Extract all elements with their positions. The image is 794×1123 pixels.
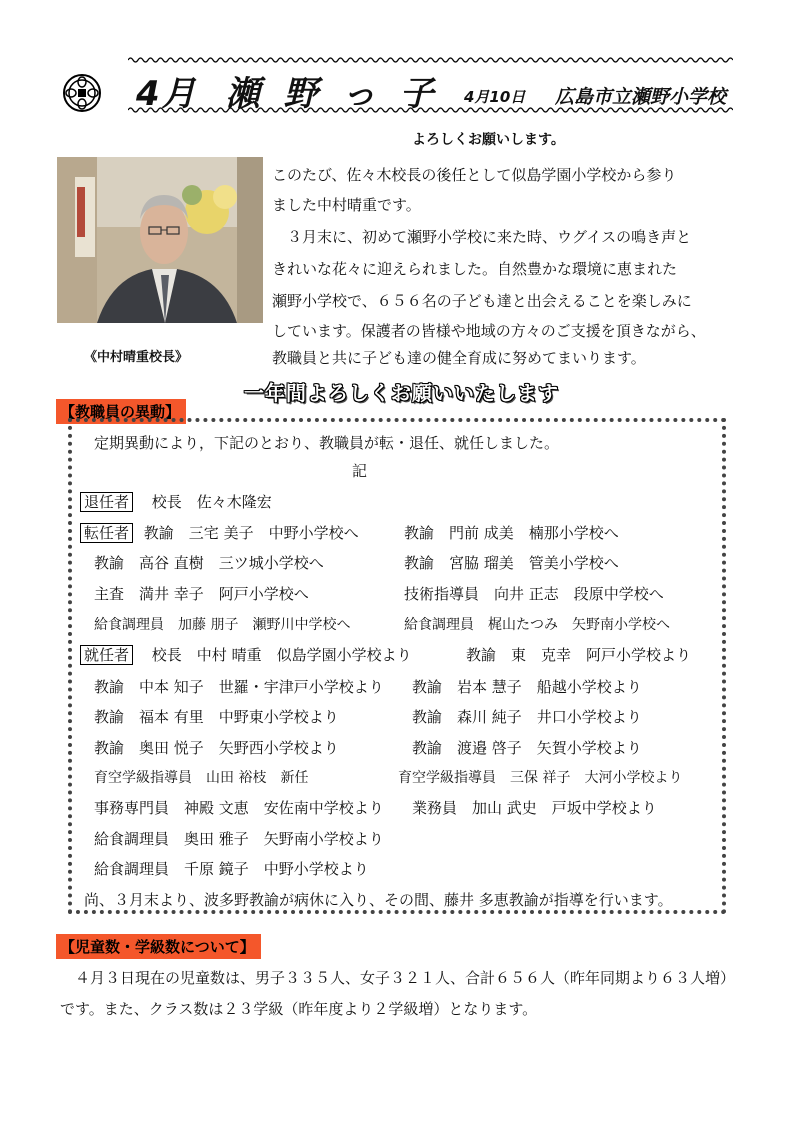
greeting-line: 瀬野小学校で、６５６名の子ども達と出会えることを楽しみに: [272, 292, 692, 310]
title-month: 4月: [136, 74, 198, 114]
students-line: ４月３日現在の児童数は、男子３３５人、女子３２１人、合計６５６人（昨年同期より６３人増）: [60, 969, 736, 987]
greeting-line: ました中村晴重です。: [272, 196, 421, 214]
join-entry: 業務員 加山 武史 戸坂中学校より: [412, 799, 657, 817]
join-entry: 教諭 中本 知子 世羅・宇津戸小学校より: [94, 678, 384, 696]
greeting-heading: よろしくお願いします。: [412, 132, 565, 148]
join-entry: 給食調理員 奥田 雅子 矢野南小学校より: [94, 830, 384, 848]
join-entry: 教諭 渡邉 啓子 矢賀小学校より: [412, 739, 642, 757]
greeting-line: 教職員と共に子ども達の健全育成に努めてまいります。: [272, 349, 646, 367]
move-entry: 給食調理員 加藤 朋子 瀬野川中学校へ: [94, 617, 351, 633]
move-entry: 教諭 門前 成美 楠那小学校へ: [404, 524, 619, 542]
greeting-line: このたび、佐々木校長の後任として似島学園小学校から参り: [272, 166, 677, 184]
transfer-intro: 定期異動により，下記のとおり、教職員が転・退任、就任しました。: [94, 434, 560, 452]
title-char: っ: [341, 74, 378, 114]
retire-row: [80, 491, 272, 512]
header-top-rule: [128, 56, 733, 64]
move-tag: 転任者: [80, 523, 133, 543]
ki-label: 記: [352, 462, 368, 480]
photo-caption: 《中村晴重校長》: [84, 350, 189, 365]
join-entry: 給食調理員 千原 鏡子 中野小学校より: [94, 860, 369, 878]
greeting-line: しています。保護者の皆様や地域の方々のご支援を頂きながら、: [272, 322, 706, 340]
school-emblem-icon: [62, 73, 102, 113]
join-entry: 教諭 奥田 悦子 矢野西小学校より: [94, 739, 339, 757]
join-entry: 教諭 森川 純子 井口小学校より: [412, 708, 642, 726]
retire-entry: 校長 佐々木隆宏: [151, 493, 272, 511]
join-entry: 教諭 岩本 慧子 船越小学校より: [412, 678, 642, 696]
move-entry: 教諭 宮脇 瑠美 管美小学校へ: [404, 554, 619, 572]
section-heading-transfers: 【教職員の異動】: [56, 399, 186, 424]
move-entry: 主査 満井 幸子 阿戸小学校へ: [94, 585, 309, 603]
greeting-line: ３月末に、初めて瀬野小学校に来た時、ウグイスの鳴き声と: [272, 228, 692, 246]
move-row: [80, 522, 359, 543]
move-entry: 給食調理員 梶山たつみ 矢野南小学校へ: [404, 617, 670, 633]
join-entry: 教諭 福本 有里 中野東小学校より: [94, 708, 339, 726]
join-entry: 教諭 東 克幸 阿戸小学校より: [466, 646, 692, 664]
join-entry: 育空学級指導員 山田 裕枝 新任: [94, 770, 309, 786]
newsletter-title: [136, 66, 436, 115]
title-char: 野: [283, 74, 320, 114]
title-char: 子: [399, 74, 436, 114]
join-tag: 就任者: [80, 645, 133, 665]
join-entry: 事務専門員 神殿 文恵 安佐南中学校より: [94, 799, 384, 817]
issue-date: 4月10日: [464, 88, 526, 106]
move-entry: 教諭 高谷 直樹 三ツ城小学校へ: [94, 554, 324, 572]
join-entry: 育空学級指導員 三保 祥子 大河小学校より: [398, 770, 683, 786]
retire-tag: 退任者: [80, 492, 133, 512]
school-name: 広島市立瀬野小学校: [555, 86, 727, 108]
section-heading-students: 【児童数・学級数について】: [56, 934, 261, 959]
join-entry: 校長 中村 晴重 似島学園小学校より: [151, 646, 412, 664]
transfer-note: 尚、３月末より、波多野教諭が病休に入り、その間、藤井 多恵教諭が指導を行います。: [84, 891, 673, 909]
banner-text: 一年間よろしくお願いいたします: [244, 381, 559, 405]
title-char: 瀬: [225, 74, 262, 114]
move-entry: 教諭 三宅 美子 中野小学校へ: [143, 524, 359, 542]
move-entry: 技術指導員 向井 正志 段原中学校へ: [404, 585, 664, 603]
students-line: です。また、クラス数は２３学級（昨年度より２学級増）となります。: [60, 1000, 538, 1018]
greeting-line: きれいな花々に迎えられました。自然豊かな環境に恵まれた: [272, 260, 678, 278]
join-row: [80, 644, 412, 665]
principal-photo: [57, 157, 263, 323]
